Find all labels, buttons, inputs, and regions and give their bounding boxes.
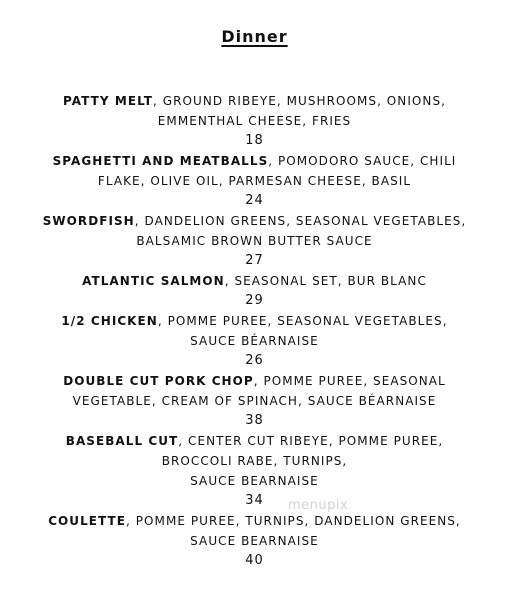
menu-item xyxy=(0,371,509,431)
item-price: 29 xyxy=(245,293,264,308)
menu-item xyxy=(0,91,509,151)
dish-name: SWORDFISH xyxy=(42,214,135,228)
description-text: , POMME PUREE, SEASONAL xyxy=(253,374,446,388)
dish-name: SPAGHETTI AND MEATBALLS xyxy=(52,154,269,168)
item-description-line xyxy=(0,211,509,231)
item-description-line xyxy=(0,431,509,451)
dish-name: BASEBALL CUT xyxy=(65,434,179,448)
description-text: , POMODORO SAUCE, CHILI xyxy=(268,154,457,168)
dish-name: 1/2 CHICKEN xyxy=(61,314,158,328)
description-text: , CENTER CUT RIBEYE, POMME PUREE, xyxy=(178,434,444,448)
item-price: 40 xyxy=(245,553,264,568)
item-description-line: BROCCOLI RABE, TURNIPS, xyxy=(161,454,348,468)
item-price: 24 xyxy=(245,193,264,208)
menu-title-text: Dinner xyxy=(221,27,288,46)
watermark: menupix xyxy=(288,498,349,513)
item-price: 18 xyxy=(245,133,264,148)
item-description-line xyxy=(0,91,509,111)
item-price: 34 xyxy=(245,493,264,508)
dish-name: PATTY MELT xyxy=(63,94,154,108)
menu-title xyxy=(0,26,509,48)
menu-item xyxy=(0,211,509,271)
menu-items xyxy=(0,91,509,571)
item-description-line xyxy=(0,151,509,171)
description-text: , POMME PUREE, SEASONAL VEGETABLES, xyxy=(157,314,448,328)
item-description-line: EMMENTHAL CHEESE, FRIES xyxy=(157,114,352,128)
item-description-line: BALSAMIC BROWN BUTTER SAUCE xyxy=(136,234,373,248)
item-description-line xyxy=(0,311,509,331)
menu-item xyxy=(0,151,509,211)
item-description-line xyxy=(0,371,509,391)
description-text: , DANDELION GREENS, SEASONAL VEGETABLES, xyxy=(134,214,467,228)
item-description-line xyxy=(0,511,509,531)
menu-item xyxy=(0,511,509,571)
item-description-line: SAUCE BEARNAISE xyxy=(190,474,319,488)
item-description-line: FLAKE, OLIVE OIL, PARMESAN CHEESE, BASIL xyxy=(97,174,412,188)
menu-item xyxy=(0,271,509,311)
menu-item xyxy=(0,311,509,371)
dish-name: ATLANTIC SALMON xyxy=(82,274,225,288)
item-price: 38 xyxy=(245,413,264,428)
description-text: , SEASONAL SET, BUR BLANC xyxy=(224,274,427,288)
item-description-line xyxy=(0,271,509,291)
dish-name: COULETTE xyxy=(48,514,127,528)
item-price: 27 xyxy=(245,253,264,268)
menu-item xyxy=(0,431,509,511)
description-text: , GROUND RIBEYE, MUSHROOMS, ONIONS, xyxy=(153,94,446,108)
item-description-line: SAUCE BÉARNAISE xyxy=(190,334,319,348)
description-text: , POMME PUREE, TURNIPS, DANDELION GREENS, xyxy=(126,514,461,528)
item-description-line: VEGETABLE, CREAM OF SPINACH, SAUCE BÉARNAISE xyxy=(72,394,437,408)
dish-name: DOUBLE CUT PORK CHOP xyxy=(63,374,254,388)
item-price: 26 xyxy=(245,353,264,368)
item-description-line: SAUCE BEARNAISE xyxy=(190,534,319,548)
